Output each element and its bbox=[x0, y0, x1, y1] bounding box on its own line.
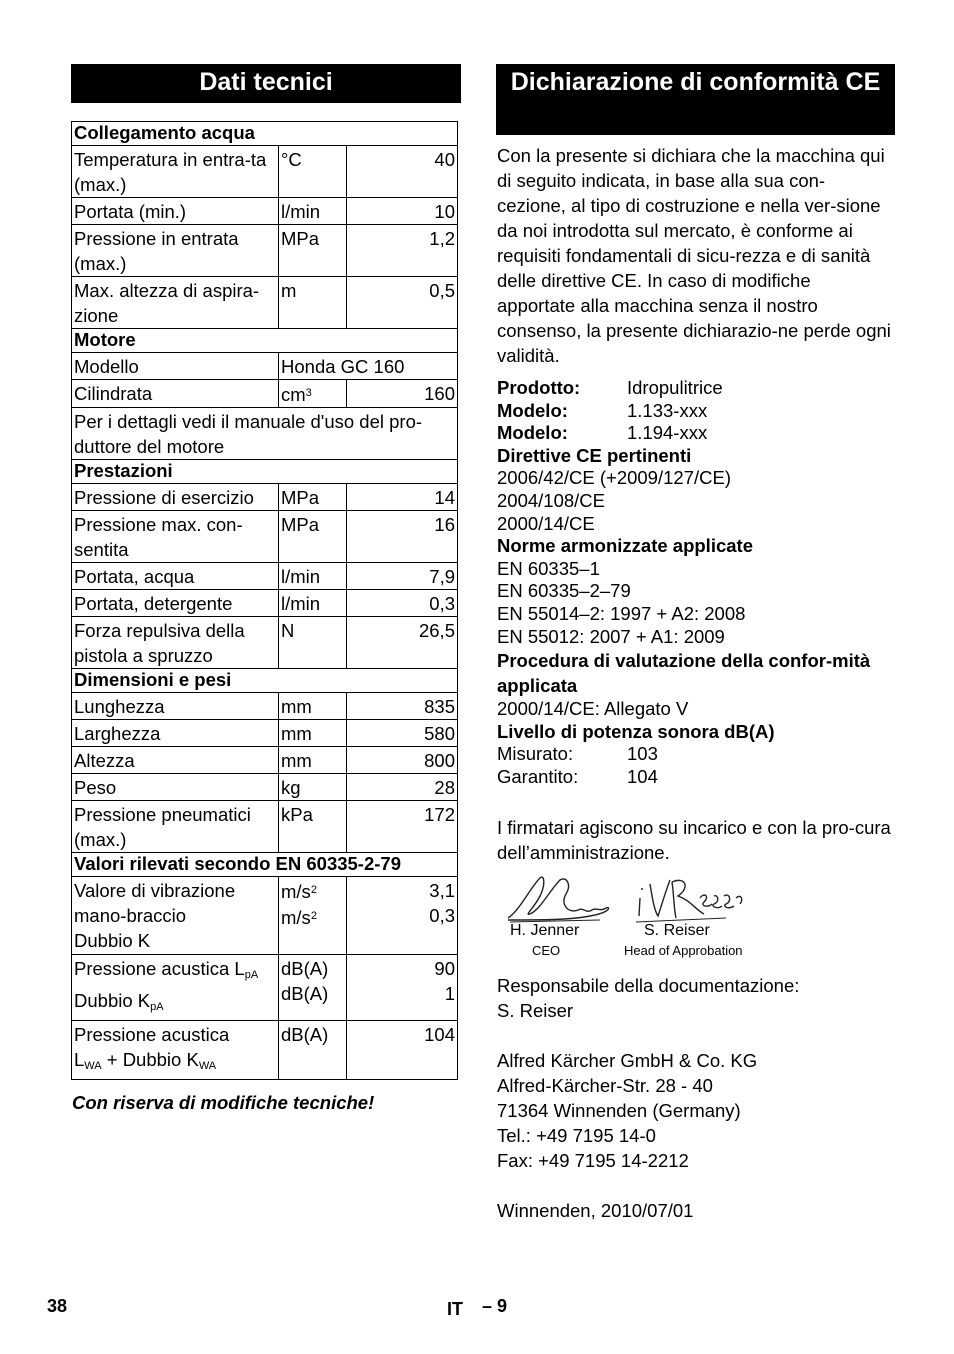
norm-item: EN 55012: 2007 + A1: 2009 bbox=[497, 625, 725, 647]
signer1-name: H. Jenner bbox=[510, 922, 580, 939]
spec-unit: MPa bbox=[279, 225, 347, 277]
documentation-responsible bbox=[497, 973, 892, 1023]
spec-label: Pressione di esercizio bbox=[72, 484, 279, 511]
spec-label: Pressione acustica LWA + Dubbio KWA bbox=[72, 1021, 279, 1080]
guaranteed-label: Garantito: bbox=[497, 765, 579, 787]
responsible-name: S. Reiser bbox=[497, 1000, 574, 1021]
spec-unit: kg bbox=[279, 774, 347, 801]
spec-label: Max. altezza di aspira-zione bbox=[72, 277, 279, 329]
spec-value: 28 bbox=[347, 774, 458, 801]
spec-unit: $m/s^2$ $m/s^2$ bbox=[279, 877, 347, 955]
section-title-measured-values: Valori rilevati secondo EN 60335-2-79 bbox=[72, 853, 458, 877]
spec-value: 172 bbox=[347, 801, 458, 853]
spec-label: Modello bbox=[72, 353, 279, 380]
spec-label: Cilindrata bbox=[72, 380, 279, 408]
sound-level-title: Livello di potenza sonora dB(A) bbox=[497, 720, 775, 742]
spec-value: 835 bbox=[347, 693, 458, 720]
directives-title: Direttive CE pertinenti bbox=[497, 444, 692, 466]
directive-item: 2004/108/CE bbox=[497, 489, 606, 511]
product-value: Idropulitrice bbox=[627, 377, 723, 398]
product-label: Prodotto: bbox=[497, 377, 581, 398]
spec-unit: N bbox=[279, 617, 347, 669]
spec-unit: l/min bbox=[279, 590, 347, 617]
place-and-date: Winnenden, 2010/07/01 bbox=[497, 1200, 694, 1221]
spec-label: Larghezza bbox=[72, 720, 279, 747]
spec-value: Honda GC 160 bbox=[279, 353, 458, 380]
spec-value: 90 1 bbox=[347, 955, 458, 1021]
company-phone: Tel.: +49 7195 14-0 bbox=[497, 1125, 656, 1146]
spec-unit: °C bbox=[279, 146, 347, 198]
technical-data-table bbox=[71, 121, 458, 1080]
spec-value: 800 bbox=[347, 747, 458, 774]
engine-note: Per i dettagli vedi il manuale d'uso del pro-duttore del motore bbox=[72, 408, 458, 460]
signer2-name: S. Reiser bbox=[644, 922, 710, 939]
procedure-title: Procedura di valutazione della confor-mità applicata bbox=[497, 650, 871, 697]
model-label: Modelo: bbox=[497, 399, 568, 421]
spec-unit: MPa bbox=[279, 484, 347, 511]
measured-value: 103 bbox=[627, 743, 658, 765]
spec-unit: l/min bbox=[279, 563, 347, 590]
spec-label: Peso bbox=[72, 774, 279, 801]
spec-label: Lunghezza bbox=[72, 693, 279, 720]
spec-label: Pressione acustica LpA Dubbio KpA bbox=[72, 955, 279, 1021]
spec-label: Pressione in entrata (max.) bbox=[72, 225, 279, 277]
company-street: Alfred-Kärcher-Str. 28 - 40 bbox=[497, 1075, 713, 1096]
model-label: Modelo: bbox=[497, 422, 568, 444]
spec-unit: $cm^3$ bbox=[279, 380, 347, 408]
spec-label: Pressione pneumatici (max.) bbox=[72, 801, 279, 853]
signatories-note: I firmatari agiscono su incarico e con la pro-cura dell’amministrazione. bbox=[497, 817, 891, 863]
spec-unit: l/min bbox=[279, 198, 347, 225]
spec-unit: mm bbox=[279, 693, 347, 720]
spec-unit: kPa bbox=[279, 801, 347, 853]
spec-label: Temperatura in entra-ta (max.) bbox=[72, 146, 279, 198]
spec-value: 0,3 bbox=[347, 590, 458, 617]
responsible-label: Responsabile della documentazione: bbox=[497, 975, 800, 996]
spec-value: 0,5 bbox=[347, 277, 458, 329]
spec-unit: dB(A) dB(A) bbox=[279, 955, 347, 1021]
spec-label bbox=[72, 877, 279, 955]
spec-label: Portata (min.) bbox=[72, 198, 279, 225]
norm-item: EN 60335–1 bbox=[497, 557, 600, 579]
vibration-uncertainty-label: Dubbio K bbox=[74, 930, 151, 951]
spec-unit: m bbox=[279, 277, 347, 329]
spec-value: 14 bbox=[347, 484, 458, 511]
norm-item: EN 60335–2–79 bbox=[497, 580, 631, 602]
company-address bbox=[497, 1048, 892, 1173]
spec-unit: MPa bbox=[279, 511, 347, 563]
norm-item: EN 55014–2: 1997 + A2: 2008 bbox=[497, 602, 746, 624]
handwritten-signatures bbox=[500, 870, 760, 925]
spec-unit: dB(A) bbox=[279, 1021, 347, 1080]
spec-value: 1,2 bbox=[347, 225, 458, 277]
company-name: Alfred Kärcher GmbH & Co. KG bbox=[497, 1050, 758, 1071]
spec-unit: mm bbox=[279, 720, 347, 747]
signer1-role: CEO bbox=[532, 943, 561, 958]
signer2-role: Head of Approbation bbox=[624, 943, 743, 958]
model-value: 1.194-xxx bbox=[627, 422, 708, 444]
spec-value: 10 bbox=[347, 198, 458, 225]
section-heading-conformity: Dichiarazione di conformità CE bbox=[496, 64, 895, 135]
section-title-dimensions: Dimensioni e pesi bbox=[72, 669, 458, 693]
spec-unit: mm bbox=[279, 747, 347, 774]
spec-label: Pressione max. con-sentita bbox=[72, 511, 279, 563]
spec-value: 40 bbox=[347, 146, 458, 198]
measured-label: Misurato: bbox=[497, 743, 574, 765]
spec-value: 16 bbox=[347, 511, 458, 563]
norms-title: Norme armonizzate applicate bbox=[497, 535, 753, 557]
section-heading-technical-data: Dati tecnici bbox=[71, 64, 461, 103]
directive-item: 2000/14/CE bbox=[497, 512, 595, 534]
signature-block bbox=[500, 870, 760, 965]
spec-label: Portata, acqua bbox=[72, 563, 279, 590]
section-title-performance: Prestazioni bbox=[72, 460, 458, 484]
section-page-number: – 9 bbox=[482, 1296, 508, 1316]
spec-label: Portata, detergente bbox=[72, 590, 279, 617]
spec-value: 26,5 bbox=[347, 617, 458, 669]
spec-value: 580 bbox=[347, 720, 458, 747]
spec-value: 3,1 0,3 bbox=[347, 877, 458, 955]
spec-value: 160 bbox=[347, 380, 458, 408]
declaration-intro: Con la presente si dichiara che la macchina qui di seguito indicata, in base alla sua con-cezione, al tipo di costruzione e nella ver-sione da noi introdotta sul mercato, è conforme ai requisiti fondamentali di sicu-rezza e di sanità delle direttive CE. In caso di modifiche apportate alla macchina senza il nostro consenso, la presente dichiarazio-ne perde ogni validità. bbox=[497, 145, 891, 366]
spec-value: 7,9 bbox=[347, 563, 458, 590]
procedure-value: 2000/14/CE: Allegato V bbox=[497, 698, 689, 720]
section-title-engine: Motore bbox=[72, 329, 458, 353]
technical-changes-note: Con riserva di modifiche tecniche! bbox=[72, 1092, 375, 1113]
directive-item: 2006/42/CE (+2009/127/CE) bbox=[497, 467, 731, 489]
vibration-label: Valore di vibrazione mano-braccio bbox=[74, 880, 236, 926]
page-number: 38 bbox=[47, 1296, 68, 1316]
section-title-water: Collegamento acqua bbox=[72, 122, 458, 146]
language-code: IT bbox=[447, 1299, 463, 1319]
spec-label: Forza repulsiva della pistola a spruzzo bbox=[72, 617, 279, 669]
spec-value: 104 bbox=[347, 1021, 458, 1080]
guaranteed-value: 104 bbox=[627, 765, 658, 787]
model-value: 1.133-xxx bbox=[627, 399, 708, 421]
declaration-details bbox=[497, 377, 892, 789]
company-fax: Fax: +49 7195 14-2212 bbox=[497, 1150, 689, 1171]
company-city: 71364 Winnenden (Germany) bbox=[497, 1100, 741, 1121]
spec-label: Altezza bbox=[72, 747, 279, 774]
